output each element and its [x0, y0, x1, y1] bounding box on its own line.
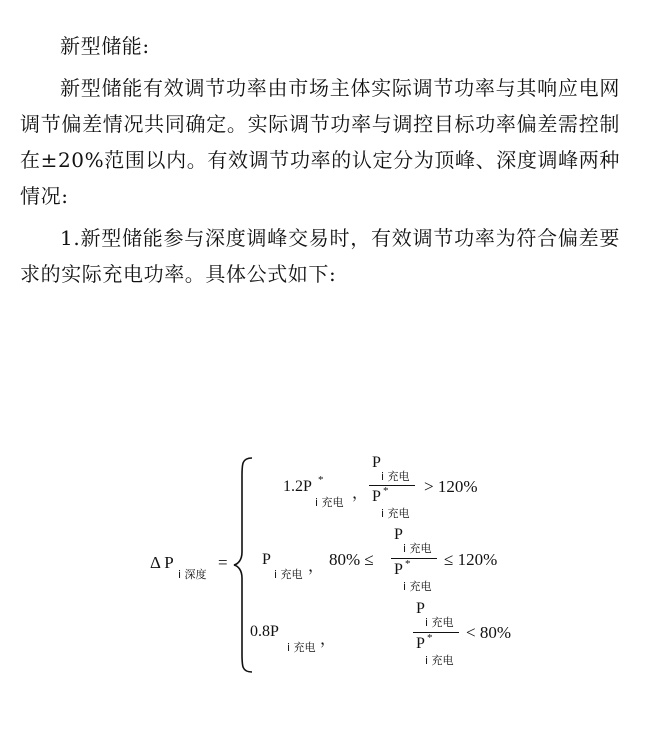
- case1-numerator: P: [372, 454, 381, 471]
- case2-denominator-subscript: i 充电: [403, 580, 432, 593]
- formula-lhs-subscript: i 深度: [178, 568, 207, 581]
- case3-coefficient: 0.8P: [250, 623, 279, 640]
- case1-denominator-subscript: i 充电: [381, 507, 410, 520]
- case3-numerator: P: [416, 600, 425, 617]
- case3-condition: < 80%: [466, 623, 511, 642]
- case2-condition: ≤ 120%: [444, 550, 498, 569]
- case2-lower-bound: 80% ≤: [329, 550, 374, 569]
- case2-comma: ，: [308, 558, 325, 575]
- paragraph-definition: 新型储能有效调节功率由市场主体实际调节功率与其响应电网调节偏差情况共同确定。实际调节功率与调控目标功率偏差需控制在±20%范围以内。有效调节功率的认定分为顶峰、深度调峰两种情况:: [20, 76, 620, 208]
- case2-fraction-line: [391, 558, 437, 559]
- case2-denominator-star: *: [405, 558, 411, 570]
- case1-coefficient: 1.2P: [283, 478, 312, 495]
- case2-numerator-subscript: i 充电: [403, 542, 432, 555]
- case2-subscript: i 充电: [274, 568, 303, 581]
- formula-block: [0, 450, 649, 690]
- case3-numerator-subscript: i 充电: [425, 616, 454, 629]
- case1-star: *: [318, 474, 324, 486]
- case1-denominator: P: [372, 488, 381, 505]
- case1-condition: > 120%: [424, 477, 478, 496]
- case2-numerator: P: [394, 526, 403, 543]
- case3-subscript: i 充电: [287, 641, 316, 654]
- formula-lhs-symbol: Δ P: [150, 553, 174, 572]
- case3-denominator-subscript: i 充电: [425, 654, 454, 667]
- paragraph-deep-peak: 1.新型储能参与深度调峰交易时，有效调节功率为符合偏差要求的实际充电功率。具体公式如下:: [20, 226, 620, 286]
- case2-denominator: P: [394, 561, 403, 578]
- case3-denominator: P: [416, 635, 425, 652]
- left-brace-icon: [232, 456, 254, 674]
- case2-coefficient: P: [262, 551, 271, 568]
- case3-fraction-line: [413, 632, 459, 633]
- case1-fraction-line: [369, 485, 415, 486]
- case1-subscript: i 充电: [315, 496, 344, 509]
- case1-numerator-subscript: i 充电: [381, 470, 410, 483]
- formula-equals: =: [218, 553, 228, 572]
- case3-denominator-star: *: [427, 632, 433, 644]
- case1-comma: ，: [352, 485, 369, 502]
- case1-denominator-star: *: [383, 485, 389, 497]
- section-heading: 新型储能:: [60, 34, 150, 58]
- document-body: [20, 28, 620, 292]
- case3-comma: ，: [320, 631, 337, 648]
